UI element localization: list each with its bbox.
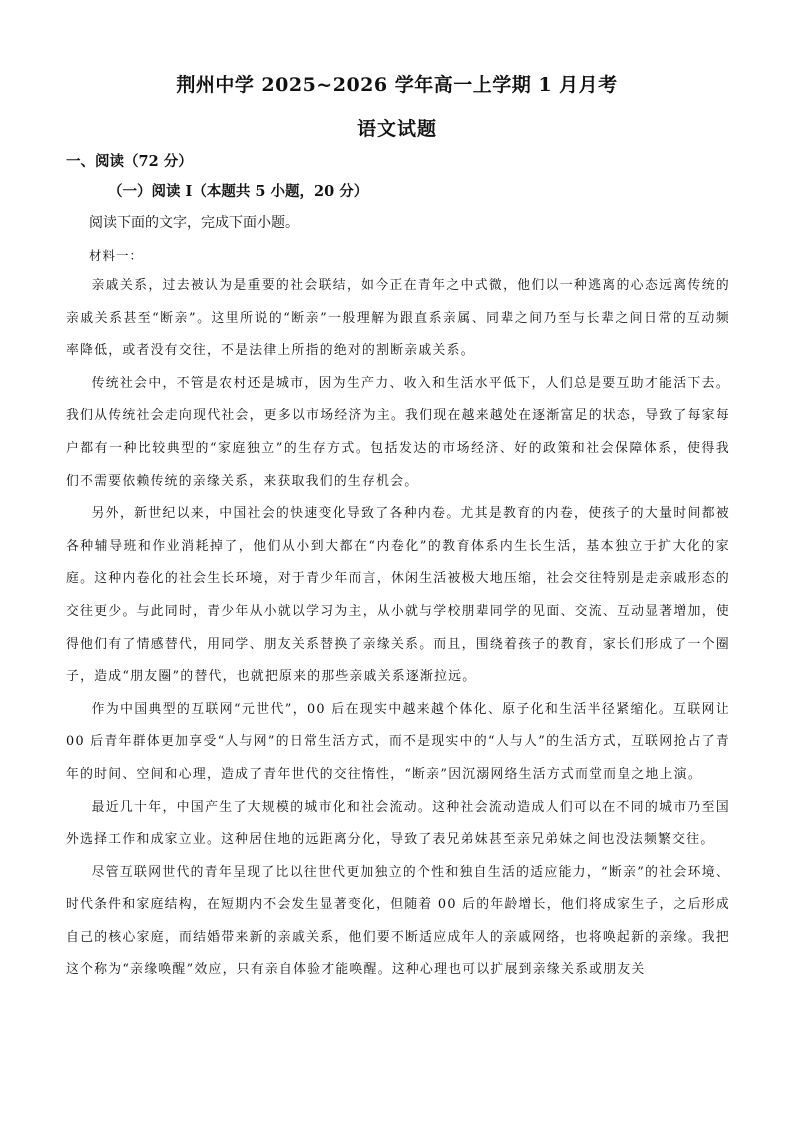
sub-section-heading: （一）阅读 I（本题共 5 小题，20 分） [108, 183, 369, 200]
exam-subtitle: 语文试题 [356, 118, 437, 140]
reading-instruction: 阅读下面的文字，完成下面小题。 [89, 215, 299, 231]
passage-body [66, 270, 730, 987]
paragraph: 尽管互联网世代的青年呈现了比以往世代更加独立的个性和独自生活的适应能力，“断亲”的社会环境、时代条件和家庭结构，在短期内不会发生显著变化，但随着 00 后的年龄增长，他们将成家生子，之后形成自己的核心家庭，而结婚带来新的亲戚关系，他们要不断适应成年人的亲戚网络，也将唤起新的亲缘。我把这个称为“亲缘唤醒”效应，只有亲自体验才能唤醒。这种心理也可以扩展到亲缘关系或朋友关 [66, 864, 730, 978]
paragraph: 另外，新世纪以来，中国社会的快速变化导致了各种内卷。尤其是教育的内卷，使孩子的大量时间都被各种辅导班和作业消耗掉了，他们从小到大都在“内卷化”的教育体系内生长生活，基本独立于扩大化的家庭。这种内卷化的社会生长环境，对于青少年而言，休闲生活被极大地压缩，社会交往特别是走亲戚形态的交往更少。与此同时，青少年从小就以学习为主，从小就与学校朋辈同学的见面、交流、互动显著增加，使得他们有了情感替代，用同学、朋友关系替换了亲缘关系。而且，围绕着孩子的教育，家长们形成了一个圈子，造成“朋友圈”的替代，也就把原来的那些亲戚关系逐渐拉远。 [66, 506, 730, 685]
paragraph: 最近几十年，中国产生了大规模的城市化和社会流动。这种社会流动造成人们可以在不同的城市乃至国外选择工作和成家立业。这种居住地的远距离分化，导致了表兄弟妹甚至亲兄弟妹之间也没法频繁交往。 [66, 799, 730, 848]
section-heading: 一、阅读（72 分） [66, 153, 193, 170]
paragraph: 亲戚关系，过去被认为是重要的社会联结，如今正在青年之中式微，他们以一种逃离的心态远离传统的亲戚关系甚至“断亲”。这里所说的“断亲”一般理解为跟直系亲属、同辈之间乃至与长辈之间日常的互动频率降低，或者没有交往，不是法律上所指的绝对的割断亲戚关系。 [66, 278, 730, 359]
material-label: 材料一： [89, 248, 144, 263]
paragraph: 传统社会中，不管是农村还是城市，因为生产力、收入和生活水平低下，人们总是要互助才能活下去。我们从传统社会走向现代社会，更多以市场经济为主。我们现在越来越处在逐渐富足的状态，导致了每家每户都有一种比较典型的“家庭独立”的生存方式。包括发达的市场经济、好的政策和社会保障体系，使得我们不需要依赖传统的亲缘关系，来获取我们的生存机会。 [66, 375, 730, 489]
paragraph: 作为中国典型的互联网“元世代”，00 后在现实中越来越个体化、原子化和生活半径紧缩化。互联网让 00 后青年群体更加享受“人与网”的日常生活方式，而不是现实中的“人与人”的生活方式，互联网抢占了青年的时间、空间和心理，造成了青年世代的交往惰性，“断亲”因沉溺网络生活方式而堂而皇之地上演。 [66, 701, 730, 782]
exam-title: 荆州中学 2025~2026 学年高一上学期 1 月月考 [176, 74, 618, 96]
